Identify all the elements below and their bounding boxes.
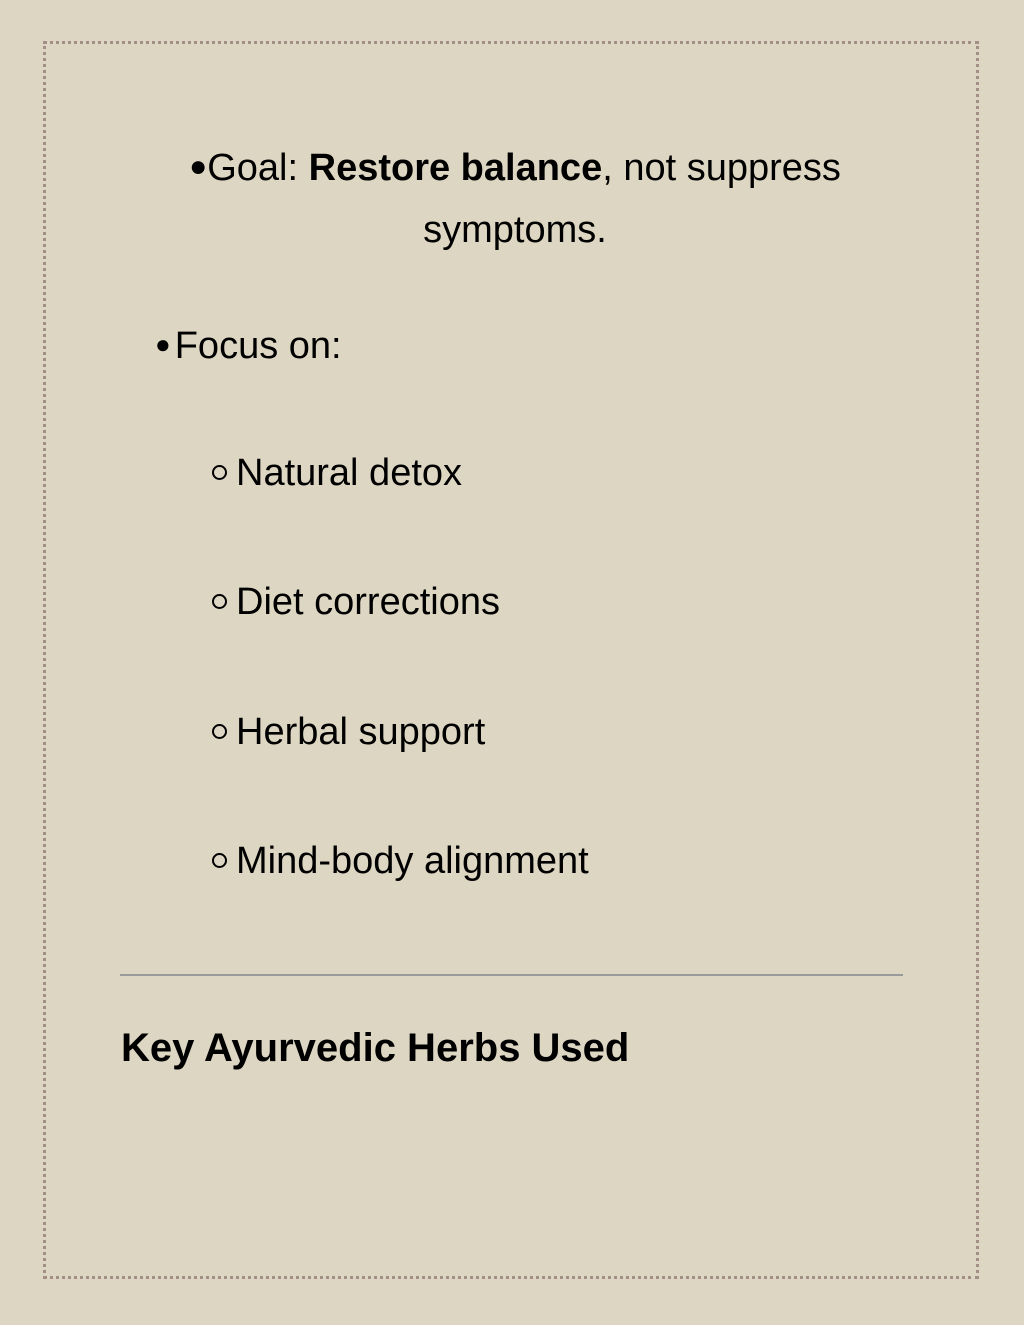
focus-label: Focus on: [174,325,342,367]
hollow-bullet-icon [212,724,227,739]
goal-statement [120,136,910,261]
list-item-label: Mind-body alignment [236,840,589,882]
section-heading: Key Ayurvedic Herbs Used [121,1026,630,1070]
list-item-label: Natural detox [236,452,463,494]
list-item-herbal-support [212,708,485,756]
hollow-bullet-icon [212,594,227,609]
list-item-natural-detox [212,449,462,497]
list-item-label: Herbal support [236,711,486,753]
filled-bullet-icon: ● [155,329,171,359]
hollow-bullet-icon [212,853,227,868]
hollow-bullet-icon [212,465,227,480]
goal-suffix: , not suppress symptoms. [423,147,841,251]
focus-heading [155,320,342,370]
list-item-diet-corrections [212,578,500,626]
list-item-label: Diet corrections [236,581,500,623]
goal-prefix: Goal: [207,147,309,189]
filled-bullet-icon: ● [189,150,208,183]
goal-emphasis: Restore balance [308,147,603,189]
section-divider [120,974,903,976]
list-item-mind-body-alignment [212,837,589,885]
